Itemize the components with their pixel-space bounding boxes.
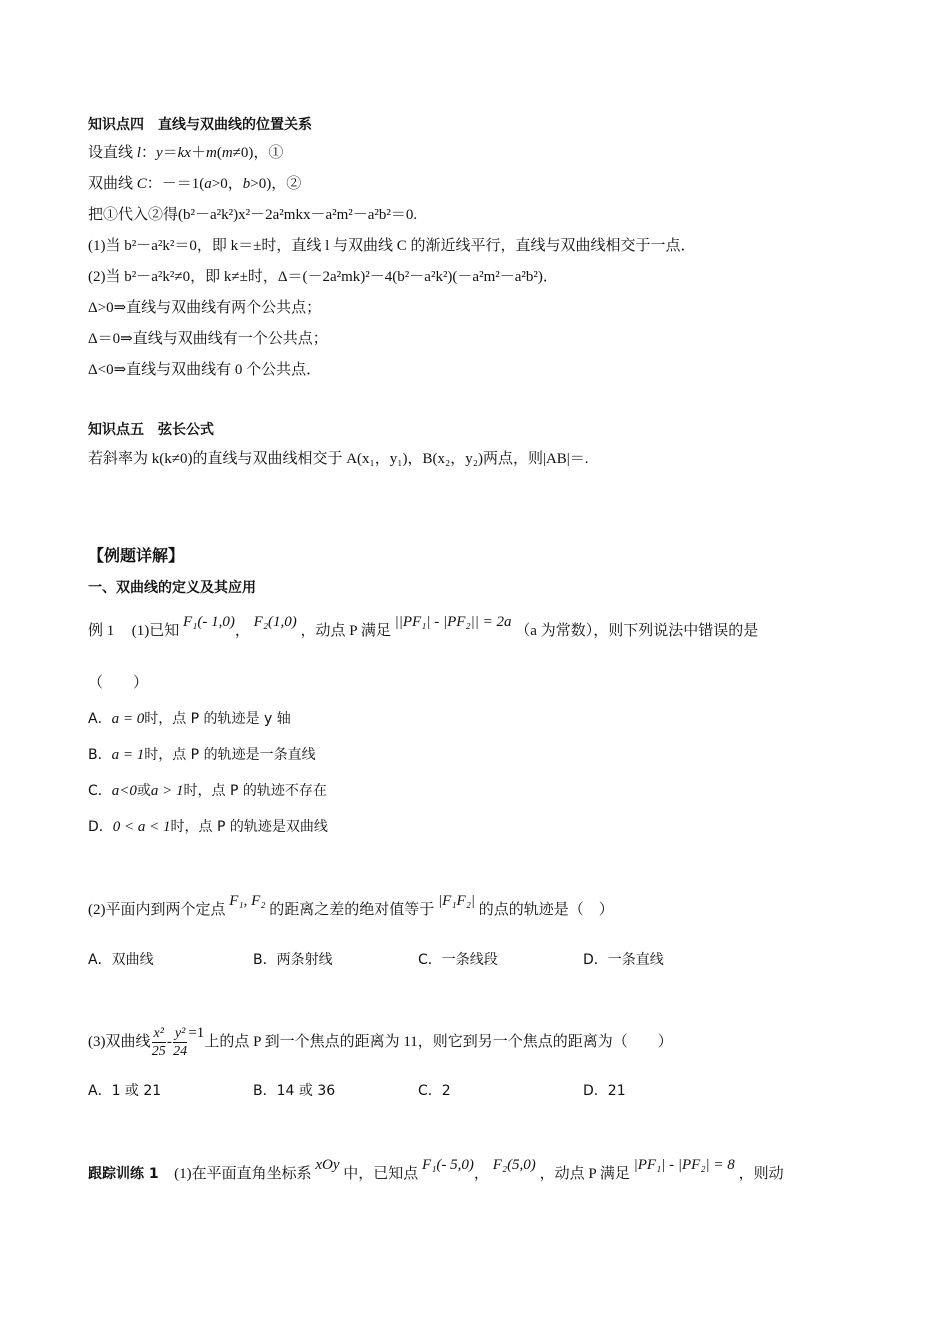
kp4-line-3: 把①代入②得(b²－a²k²)x²－2a²mkx－a²m²－a²b²＝0. xyxy=(88,207,418,223)
example-label: 例 1 xyxy=(88,623,115,639)
kp4-line-8: Δ<0⇒直线与双曲线有 0 个公共点． xyxy=(88,362,322,378)
q3-option-a: A．1 或 21 xyxy=(88,1083,162,1099)
example-1-question-3: (3)双曲线 $\frac{\text{x²}}{25}$ - $\frac{\text{y²}}{24}$ =1上的点 P 到一个焦点的距离为 11，则它到另一个焦点的距离为（ ） xyxy=(88,1025,673,1060)
examples-header: 【例题详解】 xyxy=(88,546,185,565)
example-1-question-1: 例 1 (1)已知 F₁(- 1,0)， F₂(1,0) ，动点 P 满足 ||PF₁| - |PF₂|| = 2a （a 为常数），则下列说法中错误的是 xyxy=(88,614,759,639)
q2-option-d: D．一条直线 xyxy=(583,952,664,968)
kp4-line-7: Δ＝0⇒直线与双曲线有一个公共点； xyxy=(88,331,328,347)
q2-option-b: B．两条射线 xyxy=(253,952,333,968)
kp4-line-1: 设直线 l：y＝kx＋m(m≠0)，① xyxy=(88,145,284,161)
q2-option-c: C．一条线段 xyxy=(418,952,498,968)
section-1-title: 一、双曲线的定义及其应用 xyxy=(88,580,256,596)
fraction-x2-25: $\frac{\text{x²}}{25}$ xyxy=(151,1026,166,1060)
point-f1: F₁(- 1,0) xyxy=(183,614,235,630)
option-c: C．a<0或a > 1时，点 P 的轨迹不存在 xyxy=(88,783,327,799)
q3-option-b: B．14 或 36 xyxy=(253,1083,336,1099)
condition-formula: ||PF₁| - |PF₂|| = 2a xyxy=(394,614,512,630)
training-label: 跟踪训练 1 xyxy=(88,1166,159,1182)
kp4-line-6: Δ>0⇒直线与双曲线有两个公共点； xyxy=(88,300,322,316)
kp4-line-2: 双曲线 C：－＝1(a>0，b>0)，② xyxy=(88,176,302,192)
kp4-line-4: (1)当 b²－a²k²＝0，即 k＝±时，直线 l 与双曲线 C 的渐近线平行，直线与双曲线相交于一点． xyxy=(88,238,696,254)
q2-option-a: A．双曲线 xyxy=(88,952,154,968)
kp5-title: 知识点五 弦长公式 xyxy=(88,422,214,438)
kp5-line-1: 若斜率为 k(k≠0)的直线与双曲线相交于 A(x₁，y₁)，B(x₂，y₂)两点，则|AB|＝. xyxy=(88,451,589,467)
fraction-y2-24: $\frac{\text{y²}}{24}$ xyxy=(173,1026,188,1060)
option-a: A．a = 0时，点 P 的轨迹是 y 轴 xyxy=(88,711,291,727)
example-1-paren: （ ） xyxy=(88,675,149,691)
point-f2: F₂(1,0) xyxy=(253,614,297,630)
kp4-line-5: (2)当 b²－a²k²≠0，即 k≠±时，Δ＝(－2a²mk)²－4(b²－a²k²)(－a²m²－a²b²)． xyxy=(88,269,558,285)
kp4-title: 知识点四 直线与双曲线的位置关系 xyxy=(88,117,312,133)
q3-option-d: D．21 xyxy=(583,1083,626,1099)
q3-option-c: C．2 xyxy=(418,1083,451,1099)
option-b: B．a = 1时，点 P 的轨迹是一条直线 xyxy=(88,747,316,763)
example-1-question-2: (2)平面内到两个定点 F₁, F₂ 的距离之差的绝对值等于 |F₁F₂| 的点的轨迹是（ ） xyxy=(88,893,614,918)
option-d: D．0 < a < 1时，点 P 的轨迹是双曲线 xyxy=(88,819,328,835)
training-1-question-1: 跟踪训练 1 (1)在平面直角坐标系 xOy 中，已知点 F₁(- 5,0)， F₂(5,0) ，动点 P 满足 |PF₁| - |PF₂| = 8 ，则动 xyxy=(88,1157,784,1182)
